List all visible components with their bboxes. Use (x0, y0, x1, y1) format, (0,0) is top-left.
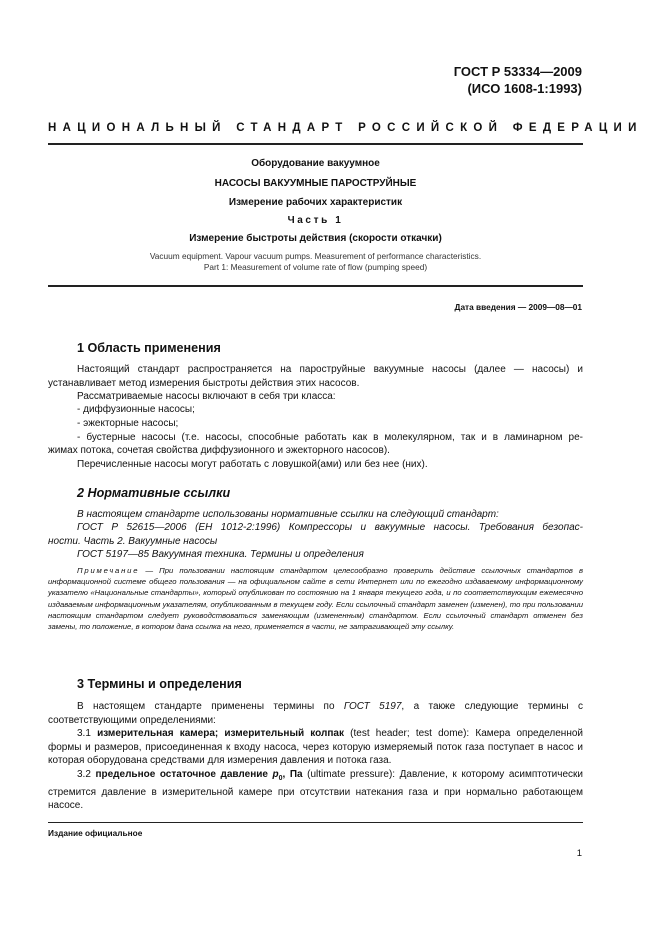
header-divider (48, 143, 583, 145)
section-3-paragraph-1 (48, 700, 583, 727)
list-item: - эжекторные насосы; (77, 418, 179, 429)
section-3-p1-before: В настоящем стандарте применены термины по (77, 701, 344, 712)
english-title (48, 251, 583, 273)
term-3-1-term: измерительная камера; измерительный колпак (97, 728, 344, 739)
title-line-2: НАСОСЫ ВАКУУМНЫЕ ПАРОСТРУЙНЫЕ (214, 178, 417, 189)
term-3-1-number: 3.1 (77, 728, 98, 739)
footer-divider (48, 822, 583, 823)
reference-2 (48, 548, 583, 562)
section-1-paragraph-3 (48, 458, 583, 472)
section-3-p1-reference: ГОСТ 5197 (343, 701, 402, 712)
edition-label: Издание официальное (48, 828, 143, 838)
section-1-p3-text: Перечисленные насосы могут работать с ловушкой(ами) или без нее (них). (77, 459, 428, 470)
section-1-paragraph-1 (48, 363, 583, 390)
list-item-continuation: жимах потока, сочетая свойства диффузионного и эжекторного насосов). (48, 445, 390, 456)
section-1-paragraph-2 (48, 390, 583, 404)
english-title-line1: Vacuum equipment. Vapour vacuum pumps. Measurement of performance characteristics. (149, 251, 482, 261)
term-3-1-definition: (test header; test dome): Камера определенной формы и размеров, присоединенная к входу насоса, через которую измеряемый поток газа поступает в насос и которая оборудована средствами для измерения давления и потока газа. (48, 728, 583, 766)
title-divider (48, 285, 583, 287)
section-1-heading: 1 Область применения (77, 341, 221, 355)
term-3-2-unit: , Па (282, 769, 303, 780)
title-line-4: Измерение быстроты действия (скорости откачки) (189, 233, 442, 244)
national-standard-title: НАЦИОНАЛЬНЫЙ СТАНДАРТ РОССИЙСКОЙ ФЕДЕРАЦИИ (48, 122, 643, 134)
note-text: — При пользовании настоящим стандартом целесообразно проверить действие ссылочных стандартов в информационной системе общего пользования — на официальном сайте в сети Интернет или по ежегодно издаваемому информационному указателю «Национальные стандарты», который опубликован по состоянию на 1 января текущего года, и по соответствующим ежемесячно издаваемым информационным указателям, опубликованным в текущем году. Если ссылочный стандарт заменен (изменен), то при пользовании настоящим стандартом следует руководствоваться заменяющим (измененным) стандартом. Если ссылочный стандарт отменен без замены, то положение, в котором дана ссылка на него, применяется в части, не затрагивающей эту ссылку. (48, 566, 583, 632)
section-2-paragraph-1 (48, 508, 583, 522)
note (48, 565, 583, 632)
term-3-2-term: предельное остаточное давление (95, 769, 273, 780)
intro-date: Дата введения — 2009—08—01 (454, 302, 582, 312)
term-3-2-definition: (ultimate pressure): Давление, к которому асимптотически стремится давление в измерительной камере при отсутствии натекания газа и при нормально работающем насосе. (48, 769, 583, 811)
standard-code (454, 63, 582, 97)
term-3-2-subscript: 0 (278, 775, 283, 782)
section-2-p1-text: В настоящем стандарте использованы нормативные ссылки на следующий стандарт: (77, 509, 499, 520)
standard-code-line2: (ИСО 1608-1:1993) (467, 81, 582, 96)
term-3-1 (48, 727, 583, 768)
reference-2-text: ГОСТ 5197—85 Вакуумная техника. Термины и определения (77, 549, 364, 560)
section-2-heading: 2 Нормативные ссылки (77, 486, 231, 500)
reference-1-line-2: ности. Часть 2. Вакуумные насосы (48, 536, 218, 547)
page-number: 1 (576, 848, 582, 859)
title-line-1: Оборудование вакуумное (251, 158, 380, 169)
list-item: - диффузионные насосы; (77, 404, 195, 415)
note-label: Примечание (77, 566, 140, 575)
section-1-p2-text: Рассматриваемые насосы включают в себя три класса: (77, 391, 336, 402)
title-part: Часть 1 (287, 215, 344, 226)
term-3-2-number: 3.2 (77, 769, 96, 780)
term-3-2 (48, 768, 583, 813)
english-title-line2: Part 1: Measurement of volume rate of flow (pumping speed) (203, 262, 428, 272)
section-1-p1-text: Настоящий стандарт распространяется на пароструйные вакуумные насосы (далее — насосы) и устанавливает метод измерения быстроты действия этих насосов. (48, 364, 583, 389)
list-item: - бустерные насосы (т.е. насосы, способные работать как в молекулярном, так и в ламинарном ре- (77, 432, 583, 443)
section-3-heading: 3 Термины и определения (77, 677, 242, 691)
title-line-3: Измерение рабочих характеристик (228, 197, 403, 208)
standard-code-line1: ГОСТ Р 53334—2009 (453, 64, 582, 79)
term-3-2-symbol: p (272, 769, 279, 780)
reference-1-line-1: ГОСТ Р 52615—2006 (ЕН 1012-2:1996) Компрессоры и вакуумные насосы. Требования безопас- (77, 522, 583, 533)
section-3-p1-after: , а также следующие термины с соответствующими определениями: (48, 701, 583, 726)
